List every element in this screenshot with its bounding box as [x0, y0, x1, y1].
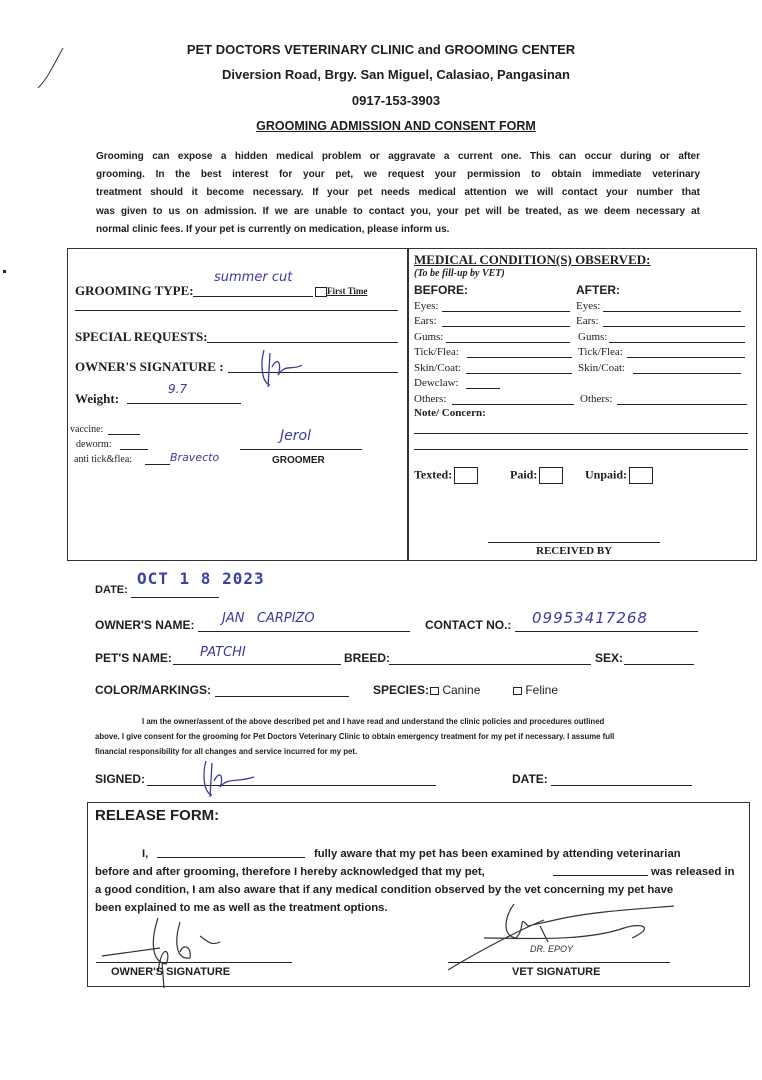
intro-line: normal clinic fees. If your pet is currently on medication, please inform us.	[96, 223, 450, 235]
after-tick-label: Tick/Flea:	[578, 346, 623, 358]
intro-line: was given to us on admission. If we are unable to contact you, your pet will be treated, as we deem necessary at	[96, 205, 700, 217]
before-label: BEFORE:	[414, 283, 468, 297]
groomer-line[interactable]	[240, 449, 362, 450]
color-markings-line[interactable]	[215, 696, 349, 697]
after-skin-line[interactable]	[633, 373, 741, 374]
unpaid-label: Unpaid:	[585, 467, 628, 482]
contact-label: CONTACT NO.:	[425, 618, 512, 632]
before-tick-line[interactable]	[467, 357, 572, 358]
paid-label: Paid:	[510, 467, 538, 482]
date-stamp: OCT 1 8 2023	[137, 569, 265, 588]
release-owner-name-line[interactable]	[157, 857, 305, 858]
vaccine-label: vaccine:	[70, 424, 104, 435]
after-ears-line[interactable]	[603, 326, 745, 327]
signed-scribble	[198, 755, 258, 800]
medical-title: MEDICAL CONDITION(S) OBSERVED:	[414, 252, 651, 267]
consent-paragraph	[95, 714, 700, 759]
release-owner-signature-scribble	[100, 912, 250, 992]
weight-line[interactable]	[127, 403, 241, 404]
consent-line: financial responsibility for all changes and service incurred for my pet.	[95, 747, 358, 756]
breed-label: BREED:	[344, 651, 391, 665]
weight-value: 9.7	[168, 382, 188, 396]
owner-name-line[interactable]	[198, 631, 410, 632]
special-requests-label: SPECIAL REQUESTS:	[75, 329, 208, 344]
species-feline-option[interactable]	[513, 683, 558, 697]
feline-label: Feline	[525, 683, 559, 697]
anti-tick-label: anti tick&flea:	[74, 454, 133, 465]
after-gums-label: Gums:	[578, 331, 608, 343]
before-gums-label: Gums:	[414, 331, 444, 343]
box-divider	[407, 248, 409, 561]
after-skin-label: Skin/Coat:	[578, 362, 626, 374]
after-eyes-label: Eyes:	[576, 300, 601, 312]
texted-checkbox[interactable]	[454, 467, 478, 484]
canine-checkbox[interactable]	[430, 687, 439, 695]
consent-line: I am the owner/assent of the above described pet and I have read and understand the clinic policies and procedures outlined	[142, 717, 605, 726]
release-line-4: been explained to me as well as the treatment options.	[95, 902, 388, 914]
contact-value: 09953417268	[532, 609, 648, 627]
pet-name-line[interactable]	[173, 664, 341, 665]
clinic-name: PET DOCTORS VETERINARY CLINIC and GROOMING CENTER	[186, 42, 576, 57]
grooming-type-line[interactable]	[193, 296, 313, 297]
groomer-name: Jerol	[280, 428, 311, 444]
contact-line[interactable]	[515, 631, 698, 632]
first-time-checkbox[interactable]	[315, 287, 327, 297]
species-label: SPECIES:	[373, 683, 430, 697]
deworm-label: deworm:	[76, 439, 112, 450]
feline-checkbox[interactable]	[513, 687, 522, 695]
signed-label: SIGNED:	[95, 772, 146, 786]
after-others-line[interactable]	[617, 404, 747, 405]
release-owner-signature-label: OWNER'S SIGNATURE	[111, 966, 231, 978]
received-by-label: RECEIVED BY	[536, 545, 613, 557]
deworm-line[interactable]	[120, 449, 148, 450]
medical-subtitle: (To be fill-up by VET)	[414, 268, 505, 279]
intro-paragraph	[96, 148, 700, 239]
intro-line: treatment should it become necessary. If your pet needs medical attention we will contact your number that	[96, 187, 700, 199]
received-by-line[interactable]	[488, 542, 660, 543]
dewclaw-line[interactable]	[466, 388, 500, 389]
texted-label: Texted:	[414, 467, 453, 482]
color-markings-label: COLOR/MARKINGS:	[95, 683, 211, 697]
intro-line: Grooming can expose a hidden medical problem or aggravate a current one. This can occur during or after	[96, 151, 700, 162]
vaccine-line[interactable]	[108, 434, 140, 435]
canine-label: Canine	[442, 683, 481, 697]
note-line-2[interactable]	[414, 449, 748, 450]
release-vet-signature-label: VET SIGNATURE	[512, 966, 601, 978]
before-ears-line[interactable]	[442, 326, 570, 327]
grooming-type-label: GROOMING TYPE:	[75, 283, 194, 298]
signed-line[interactable]	[147, 785, 436, 786]
release-title: RELEASE FORM:	[95, 807, 220, 824]
anti-tick-line[interactable]	[145, 464, 170, 465]
dewclaw-label: Dewclaw:	[414, 377, 459, 389]
sex-line[interactable]	[624, 664, 694, 665]
owner-name-value: JAN CARPIZO	[222, 611, 315, 626]
owner-signature-label: OWNER'S SIGNATURE :	[75, 359, 224, 374]
owner-signature-scribble	[258, 345, 308, 390]
date-label: DATE:	[95, 584, 128, 596]
release-line1-start: I,	[142, 848, 149, 860]
clinic-phone: 0917-153-3903	[351, 93, 441, 108]
vet-signature-text: DR. EPOY	[530, 944, 574, 954]
after-eyes-line[interactable]	[603, 311, 741, 312]
after-label: AFTER:	[576, 283, 620, 297]
before-eyes-line[interactable]	[442, 311, 570, 312]
before-gums-line[interactable]	[446, 342, 570, 343]
groomer-label: GROOMER	[272, 455, 325, 466]
pet-name-value: PATCHI	[200, 645, 246, 660]
before-others-line[interactable]	[452, 404, 574, 405]
before-others-label: Others:	[414, 393, 447, 405]
margin-pen-stroke	[30, 44, 70, 94]
before-skin-label: Skin/Coat:	[414, 362, 462, 374]
note-concern-label: Note/ Concern:	[414, 407, 486, 419]
sex-label: SEX:	[595, 651, 624, 665]
form-title: GROOMING ADMISSION AND CONSENT FORM	[256, 119, 536, 133]
after-gums-line[interactable]	[609, 342, 745, 343]
release-pet-name-line[interactable]	[553, 875, 648, 876]
first-time-option[interactable]	[315, 286, 367, 297]
release-line-3: a good condition, I am also aware that if any medical condition observed by the vet concerning my pet have	[95, 884, 674, 896]
before-tick-label: Tick/Flea:	[414, 346, 459, 358]
first-time-label: First Time	[327, 286, 368, 296]
anti-tick-value: Bravecto	[170, 451, 220, 464]
texted-option[interactable]	[414, 467, 478, 484]
unpaid-checkbox[interactable]	[629, 467, 653, 484]
paid-checkbox[interactable]	[539, 467, 563, 484]
before-ears-label: Ears:	[414, 315, 437, 327]
owner-name-label: OWNER'S NAME:	[95, 618, 195, 632]
note-line-1[interactable]	[414, 433, 748, 434]
paid-option[interactable]	[510, 467, 563, 484]
release-line2-start: before and after grooming, therefore I hereby acknowledged that my pet,	[95, 866, 485, 878]
weight-label: Weight:	[75, 391, 120, 406]
owner-signature-line[interactable]	[228, 372, 398, 373]
special-requests-line[interactable]	[207, 342, 398, 343]
after-others-label: Others:	[580, 393, 613, 405]
after-ears-label: Ears:	[576, 315, 599, 327]
release-line1-end: fully aware that my pet has been examined by attending veterinarian	[314, 848, 681, 860]
after-tick-line[interactable]	[627, 357, 745, 358]
unpaid-option[interactable]	[585, 467, 653, 484]
pet-name-label: PET'S NAME:	[95, 651, 172, 665]
before-skin-line[interactable]	[466, 373, 572, 374]
date2-label: DATE:	[512, 772, 548, 786]
stray-dot	[3, 270, 6, 273]
clinic-address: Diversion Road, Brgy. San Miguel, Calasiao, Pangasinan	[222, 67, 570, 82]
date-line[interactable]	[131, 597, 219, 598]
release-line2-end: was released in	[651, 866, 735, 878]
release-line-2	[95, 863, 746, 881]
grooming-extra-line[interactable]	[75, 310, 398, 311]
grooming-type-value: summer cut	[214, 270, 293, 285]
release-line-1	[95, 845, 746, 863]
before-eyes-label: Eyes:	[414, 300, 439, 312]
date2-line[interactable]	[551, 785, 692, 786]
breed-line[interactable]	[389, 664, 591, 665]
consent-line: above. I give consent for the grooming for Pet Doctors Veterinary Clinic to obtain emergency treatment for my pet if necessary. I assume full	[95, 732, 615, 741]
intro-line: grooming. In the best interest for your pet, we request your permission to obtain immediate veterinary	[96, 169, 700, 181]
species-canine-option[interactable]	[430, 683, 480, 697]
